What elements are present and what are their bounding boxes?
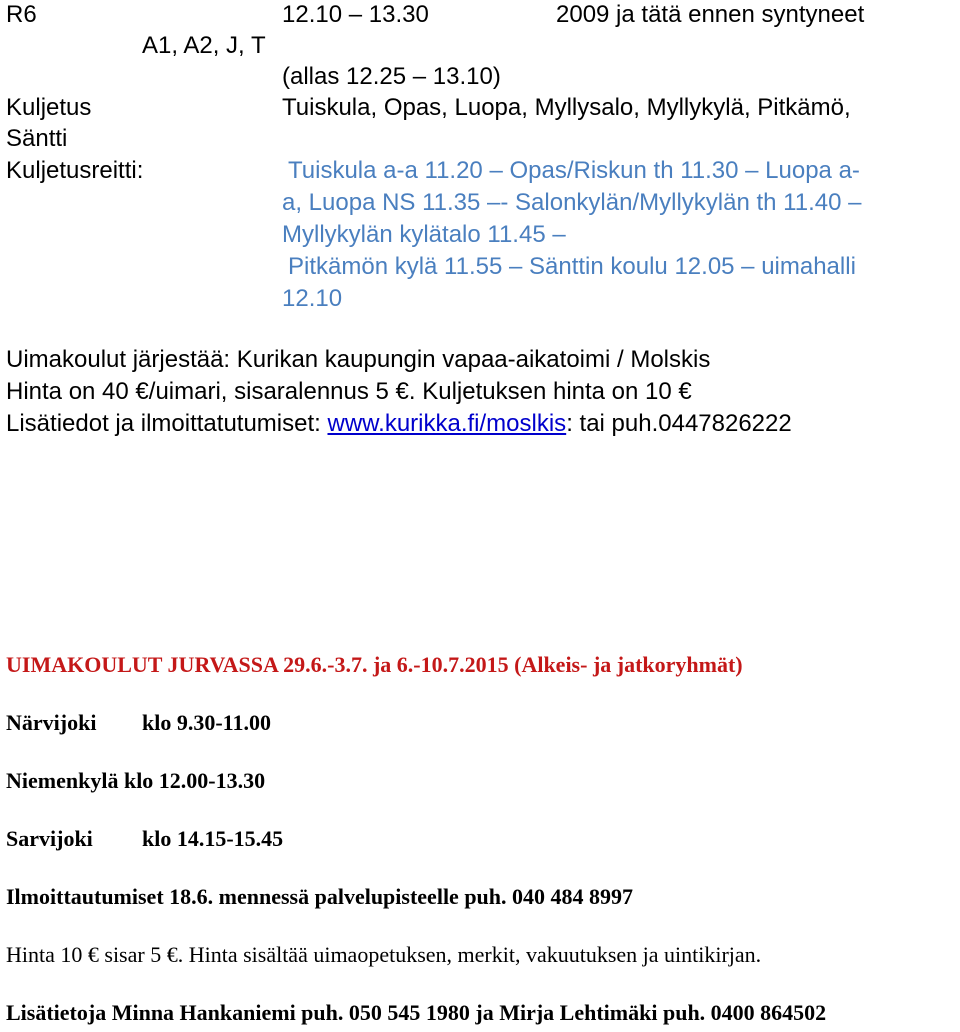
route-line-2: a, Luopa NS 11.35 –- Salonkylän/Myllykylän th 11.40 – — [282, 189, 862, 216]
route-line-4: Pitkämön kylä 11.55 – Sänttin koulu 12.05 – uimahalli — [288, 253, 856, 280]
transport-label: Kuljetus — [6, 94, 92, 121]
contact-suffix: : tai puh.0447826222 — [566, 410, 792, 437]
route-line-3: Myllykylän kylätalo 11.45 – — [282, 221, 566, 248]
session-place: Närvijoki — [6, 710, 97, 735]
session-place: Niemenkylä — [6, 768, 119, 793]
route-line-5: 12.10 — [282, 285, 343, 312]
session-place: Sarvijoki — [6, 826, 93, 851]
organizer-line: Uimakoulut järjestää: Kurikan kaupungin vapaa-aikatoimi / Molskis — [6, 346, 711, 373]
transport-places-cont: Säntti — [6, 125, 68, 152]
contact-line — [6, 409, 792, 439]
session-time: klo 9.30-11.00 — [142, 710, 271, 735]
session-row — [6, 767, 265, 795]
group-levels: A1, A2, J, T — [142, 32, 266, 59]
group-time: 12.10 – 13.30 — [282, 1, 429, 28]
route-line-1: Tuiskula a-a 11.20 – Opas/Riskun th 11.30 – Luopa a- — [288, 157, 860, 184]
jurva-contacts-line: Lisätietoja Minna Hankaniemi puh. 050 545 1980 ja Mirja Lehtimäki puh. 0400 864502 — [6, 1000, 827, 1025]
session-time: klo 14.15-15.45 — [142, 826, 284, 851]
jurva-title: UIMAKOULUT JURVASSA 29.6.-3.7. ja 6.-10.7.2015 (Alkeis- ja jatkoryhmät) — [6, 652, 743, 677]
pool-time: (allas 12.25 – 13.10) — [282, 63, 501, 90]
group-code: R6 — [6, 1, 37, 28]
route-label: Kuljetusreitti: — [6, 157, 144, 184]
session-row — [6, 825, 283, 853]
transport-places: Tuiskula, Opas, Luopa, Myllysalo, Myllykylä, Pitkämö, — [282, 94, 851, 121]
kurikka-link[interactable]: www.kurikka.fi/moslkis — [327, 410, 567, 437]
birth-year-note: 2009 ja tätä ennen syntyneet — [556, 1, 865, 28]
session-row — [6, 709, 271, 737]
contact-prefix: Lisätiedot ja ilmoittatutumiset: — [6, 410, 321, 437]
jurva-price-line: Hinta 10 € sisar 5 €. Hinta sisältää uimaopetuksen, merkit, vakuutuksen ja uintikirjan. — [6, 942, 762, 967]
session-time: klo 12.00-13.30 — [123, 768, 266, 793]
registration-line: Ilmoittautumiset 18.6. mennessä palvelupisteelle puh. 040 484 8997 — [6, 884, 634, 909]
price-line: Hinta on 40 €/uimari, sisaralennus 5 €. Kuljetuksen hinta on 10 € — [6, 378, 692, 405]
